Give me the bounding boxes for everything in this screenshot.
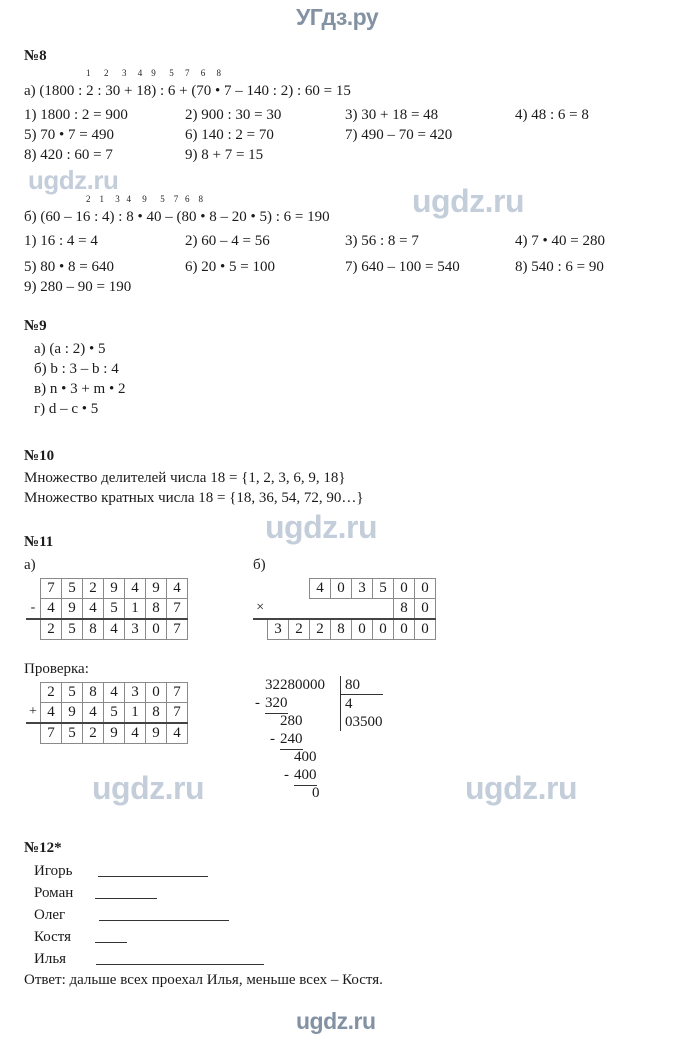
pad-cell xyxy=(331,599,352,620)
person-name: Олег xyxy=(34,907,66,923)
digit-cell: 5 xyxy=(62,683,83,703)
result-sign-cell xyxy=(26,723,41,744)
person-name: Роман xyxy=(34,885,74,901)
result-sign-cell xyxy=(26,619,41,640)
digit-cell: 9 xyxy=(62,703,83,724)
digit-cell: 0 xyxy=(352,619,373,640)
digit-cell: 0 xyxy=(373,619,394,640)
person-name: Костя xyxy=(34,929,72,945)
exercise-8a-step: 5) 70 • 7 = 490 xyxy=(24,127,114,143)
pad-cell xyxy=(373,599,394,620)
distance-bar xyxy=(95,931,127,943)
digit-cell: 8 xyxy=(331,619,352,640)
digit-cell: 5 xyxy=(62,619,83,640)
digit-cell: 9 xyxy=(104,579,125,599)
table-row xyxy=(26,723,188,744)
person-name: Илья xyxy=(34,951,67,967)
digit-cell: 0 xyxy=(146,619,167,640)
check-label: Проверка: xyxy=(24,661,89,677)
digit-cell: 7 xyxy=(41,579,62,599)
pad-cell xyxy=(289,579,310,599)
exercise-8a-step: 6) 140 : 2 = 70 xyxy=(185,127,274,143)
pad-cell xyxy=(352,599,373,620)
distance-bar xyxy=(98,865,208,877)
person-name: Игорь xyxy=(34,863,73,879)
table-row xyxy=(26,703,188,724)
exercise-9-item: б) b : 3 – b : 4 xyxy=(34,361,119,377)
watermark-tile: ugdz.ru xyxy=(412,183,525,219)
operation-sign: - xyxy=(30,600,36,616)
table-row xyxy=(253,579,436,599)
division-final-remainder: 0 xyxy=(312,785,320,801)
digit-cell: 4 xyxy=(125,579,146,599)
exercise-8b-order-marks: 2 1 3 4 9 5 7 6 8 xyxy=(86,194,203,204)
exercise-8a-order-marks: 1 2 3 4 9 5 7 6 8 xyxy=(86,68,221,78)
exercise-8b-step: 7) 640 – 100 = 540 xyxy=(345,259,460,275)
digit-cell: 5 xyxy=(104,703,125,724)
division-step-subtrahend: 400 xyxy=(294,766,317,786)
exercise-9-item: г) d – c • 5 xyxy=(34,401,99,417)
exercise-8a-step: 1) 1800 : 2 = 900 xyxy=(24,107,128,123)
watermark-tile: ugdz.ru xyxy=(28,165,119,195)
digit-cell: 3 xyxy=(125,683,146,703)
exercise-12-name-row xyxy=(34,906,434,925)
digit-cell: 2 xyxy=(83,579,104,599)
digit-cell: 5 xyxy=(104,599,125,620)
digit-cell: 2 xyxy=(289,619,310,640)
exercise-8b-step: 3) 56 : 8 = 7 xyxy=(345,233,419,249)
exercise-8b-step: 4) 7 • 40 = 280 xyxy=(515,233,605,249)
digit-cell: 8 xyxy=(394,599,415,620)
digit-cell: 7 xyxy=(167,703,188,724)
division-step-subtrahend: 320 xyxy=(265,694,288,714)
exercise-12-name-row xyxy=(34,928,434,947)
digit-cell: 2 xyxy=(310,619,331,640)
digit-cell: 4 xyxy=(83,703,104,724)
exercise-9-item: в) n • 3 + m • 2 xyxy=(34,381,126,397)
multiplication-column-calc xyxy=(253,578,436,640)
digit-cell: 9 xyxy=(146,723,167,744)
digit-cell: 4 xyxy=(41,599,62,620)
exercise-8b-step: 2) 60 – 4 = 56 xyxy=(185,233,270,249)
digit-cell: 7 xyxy=(167,683,188,703)
digit-cell: 3 xyxy=(268,619,289,640)
digit-cell: 0 xyxy=(394,619,415,640)
digit-cell: 9 xyxy=(104,723,125,744)
digit-cell: 0 xyxy=(394,579,415,599)
digit-cell: 2 xyxy=(83,723,104,744)
division-divisor: 80 xyxy=(340,676,360,694)
exercise-10-line: Множество делителей числа 18 = {1, 2, 3, 6, 9, 18} xyxy=(24,470,346,486)
digit-cell: 9 xyxy=(146,579,167,599)
division-remainder: 400 xyxy=(294,749,317,765)
minuend-sign-cell xyxy=(26,579,41,599)
subtraction-column-calc xyxy=(26,578,188,640)
addend1-sign-cell xyxy=(26,683,41,703)
distance-bar xyxy=(95,887,157,899)
exercise-9-title: №9 xyxy=(24,318,47,334)
watermark-tile: ugdz.ru xyxy=(92,770,205,806)
digit-cell: 9 xyxy=(62,599,83,620)
exercise-8a-step: 2) 900 : 30 = 30 xyxy=(185,107,282,123)
exercise-11-label-a: а) xyxy=(24,557,36,573)
pad-cell xyxy=(310,599,331,620)
exercise-12-name-row xyxy=(34,862,434,881)
digit-cell: 1 xyxy=(125,599,146,620)
exercise-8a-step: 3) 30 + 18 = 48 xyxy=(345,107,439,123)
digit-cell: 0 xyxy=(415,619,436,640)
distance-bar xyxy=(96,953,264,965)
division-step-subtrahend: 240 xyxy=(280,730,303,750)
exercise-12-answer: Ответ: дальше всех проехал Илья, меньше всех – Костя. xyxy=(24,972,383,988)
exercise-8b-step: 5) 80 • 8 = 640 xyxy=(24,259,114,275)
digit-cell: 2 xyxy=(41,683,62,703)
table-row xyxy=(26,683,188,703)
digit-cell: 4 xyxy=(310,579,331,599)
exercise-8a-expression: а) (1800 : 2 : 30 + 18) : 6 + (70 • 7 – 140 : 2) : 60 = 15 xyxy=(24,83,351,99)
exercise-8b-expression: б) (60 – 16 : 4) : 8 • 40 – (80 • 8 – 20 • 5) : 6 = 190 xyxy=(24,209,330,225)
pad-cell xyxy=(268,579,289,599)
exercise-8a-step: 7) 490 – 70 = 420 xyxy=(345,127,453,143)
distance-bar xyxy=(99,909,229,921)
operation-sign: + xyxy=(29,704,37,720)
exercise-10-line: Множество кратных числа 18 = {18, 36, 54, 72, 90…} xyxy=(24,490,364,506)
exercise-8a-step: 9) 8 + 7 = 15 xyxy=(185,147,264,163)
table-row xyxy=(253,599,436,620)
watermark-tile: ugdz.ru xyxy=(465,770,578,806)
operation-sign: × xyxy=(256,600,265,616)
table-row xyxy=(26,599,188,620)
digit-cell: 0 xyxy=(146,683,167,703)
division-minus-sign: - xyxy=(270,731,275,747)
exercise-11-label-b: б) xyxy=(253,557,266,573)
watermark-bottom: ugdz.ru xyxy=(296,1008,376,1034)
exercise-8b-step: 1) 16 : 4 = 4 xyxy=(24,233,98,249)
digit-cell: 0 xyxy=(415,579,436,599)
digit-cell: 8 xyxy=(146,599,167,620)
digit-cell: 1 xyxy=(125,703,146,724)
table-row xyxy=(253,619,436,640)
exercise-12-name-row xyxy=(34,950,434,969)
exercise-8b-step: 9) 280 – 90 = 190 xyxy=(24,279,132,295)
digit-cell: 4 xyxy=(167,723,188,744)
pad-cell xyxy=(289,599,310,620)
result-sign-cell xyxy=(253,619,268,640)
digit-cell: 5 xyxy=(373,579,394,599)
exercise-10-title: №10 xyxy=(24,448,55,464)
factor1-sign-cell xyxy=(253,579,268,599)
digit-cell: 3 xyxy=(125,619,146,640)
digit-cell: 4 xyxy=(104,619,125,640)
pad-cell xyxy=(268,599,289,620)
digit-cell: 0 xyxy=(415,599,436,620)
division-dividend: 32280000 xyxy=(265,677,325,693)
digit-cell: 4 xyxy=(125,723,146,744)
exercise-8b-step: 8) 540 : 6 = 90 xyxy=(515,259,604,275)
digit-cell: 4 xyxy=(104,683,125,703)
digit-cell: 2 xyxy=(41,619,62,640)
digit-cell: 8 xyxy=(83,683,104,703)
digit-cell: 5 xyxy=(62,723,83,744)
exercise-12-name-row xyxy=(34,884,434,903)
watermark-tile: ugdz.ru xyxy=(265,509,378,545)
check-addition-column-calc xyxy=(26,682,188,744)
digit-cell: 8 xyxy=(83,619,104,640)
digit-cell: 7 xyxy=(167,619,188,640)
watermark-top: УГдз.ру xyxy=(296,4,379,30)
exercise-11-title: №11 xyxy=(24,534,54,550)
digit-cell: 4 xyxy=(167,579,188,599)
digit-cell: 4 xyxy=(83,599,104,620)
exercise-8a-step: 4) 48 : 6 = 8 xyxy=(515,107,589,123)
digit-cell: 5 xyxy=(62,579,83,599)
exercise-8b-step: 6) 20 • 5 = 100 xyxy=(185,259,275,275)
exercise-12-title: №12* xyxy=(24,840,62,856)
digit-cell: 3 xyxy=(352,579,373,599)
table-row xyxy=(26,619,188,640)
division-minus-sign: - xyxy=(284,767,289,783)
exercise-8a-step: 8) 420 : 60 = 7 xyxy=(24,147,113,163)
digit-cell: 0 xyxy=(331,579,352,599)
digit-cell: 7 xyxy=(167,599,188,620)
digit-cell: 4 xyxy=(41,703,62,724)
exercise-9-item: а) (a : 2) • 5 xyxy=(34,341,106,357)
table-row xyxy=(26,579,188,599)
digit-cell: 8 xyxy=(146,703,167,724)
division-remainder: 280 xyxy=(280,713,303,729)
division-minus-sign: - xyxy=(255,695,260,711)
digit-cell: 7 xyxy=(41,723,62,744)
division-quotient: 4 03500 xyxy=(340,694,383,731)
exercise-8-title: №8 xyxy=(24,48,47,64)
